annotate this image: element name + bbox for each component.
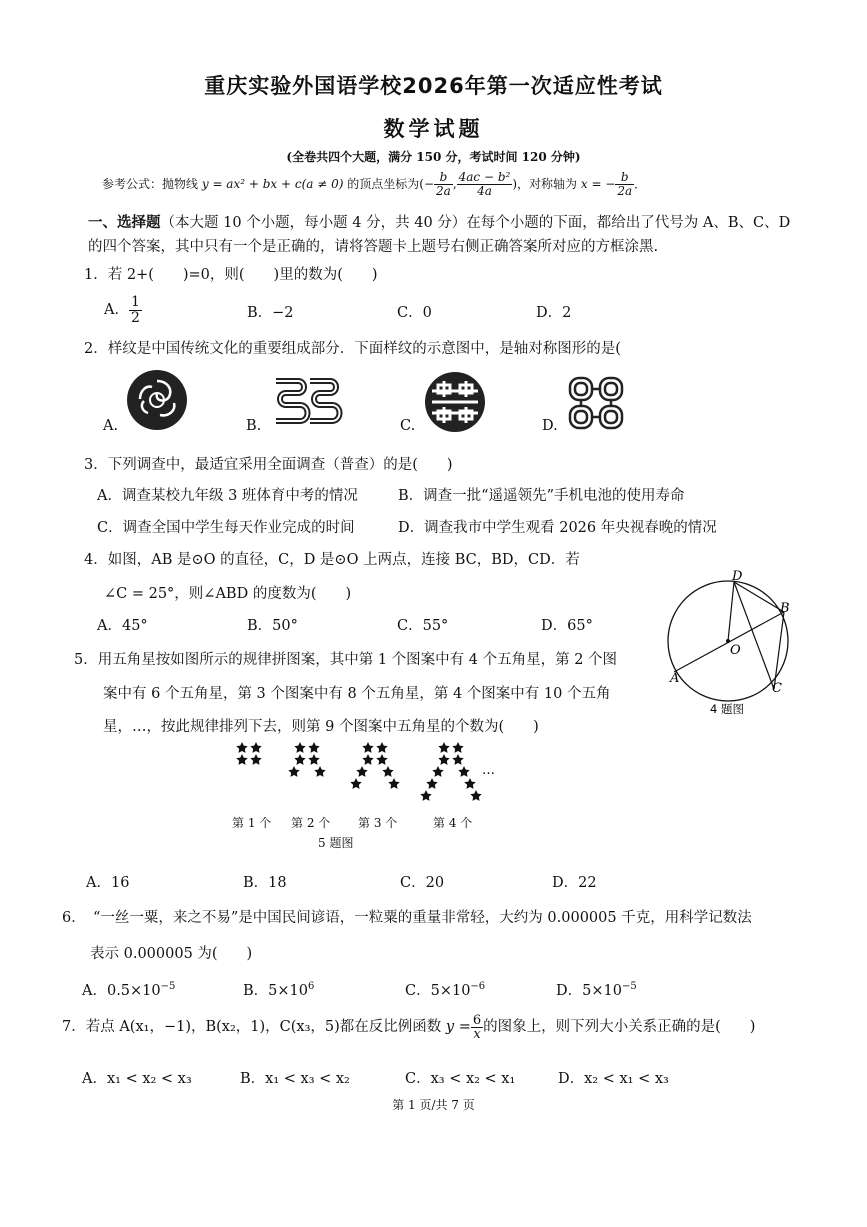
subject-title: 数学试题 (383, 117, 484, 141)
point-c-label: C (772, 681, 782, 696)
q4-circle-figure (660, 568, 800, 718)
pattern-3-label: 第 3 个 (358, 816, 398, 830)
section1-heading: 一、选择题 (88, 214, 161, 231)
section1-line2: 的四个答案，其中只有一个是正确的，请将答题卡上题号右侧正确答案所对应的方框涂黑. (88, 239, 659, 255)
q6-option-c: C．$5\times 10^{-6}$ (405, 981, 486, 999)
q1-option-b: B．−2 (247, 305, 294, 321)
pattern-2-label: 第 2 个 (291, 816, 331, 830)
pattern-ellipsis: … (482, 763, 495, 778)
q3-option-c: C．调查全国中学生每天作业完成的时间 (97, 520, 355, 536)
q1-stem: 1．若 2+( )=0，则( )里的数为( ) (84, 267, 378, 283)
pattern-c-figure (424, 371, 486, 433)
q3-option-d: D．调查我市中学生观看 2026 年央视春晚的情况 (398, 520, 717, 536)
q7-option-d: D．x₂ < x₁ < x₃ (558, 1071, 669, 1087)
q5-figure-caption: 5 题图 (318, 836, 354, 850)
q7-option-a: A．x₁ < x₂ < x₃ (82, 1071, 192, 1087)
q1-option-c: C．0 (397, 305, 432, 321)
q1-option-d: D．2 (536, 305, 572, 321)
section1-instructions: （本大题 10 个小题，每小题 4 分，共 40 分）在每个小题的下面，都给出了代号为 A、B、C、D (160, 215, 791, 231)
q3-option-b: B．调查一批“遥遥领先”手机电池的使用寿命 (398, 488, 685, 504)
q5-option-b: B．18 (243, 875, 287, 891)
q6-line1: 6． “一丝一粟，来之不易”是中国民间谚语，一粒粟的重量非常轻，大约为 0.000005 千克，用科学记数法 (62, 910, 752, 926)
q5-star-patterns-figure (230, 740, 510, 806)
point-b-label: B (780, 601, 790, 616)
q2-option-d: D. (542, 418, 558, 434)
q4-option-d: D．65° (541, 618, 593, 634)
q2-stem: 2．样纹是中国传统文化的重要组成部分．下面样纹的示意图中，是轴对称图形的是( (84, 341, 621, 357)
formula-parabola: y = ax² + bx + c(a ≠ 0) (201, 177, 344, 191)
exam-title: 重庆实验外国语学校2026年第一次适应性考试 (204, 74, 663, 98)
q2-option-c: C. (400, 418, 416, 434)
q5-option-a: A．16 (86, 875, 130, 891)
q7-option-c: C．x₃ < x₂ < x₁ (405, 1071, 516, 1087)
pattern-4-stars (420, 742, 481, 801)
q6-option-b: B．$5\times 10^6$ (243, 981, 315, 999)
pattern-a-figure (126, 369, 188, 431)
pattern-1-label: 第 1 个 (232, 816, 272, 830)
q7-stem: 7．若点 A(x₁，−1)，B(x₂，1)，C(x₃，5)都在反比例函数 y = $\frac{6}{x}$ 的图象上，则下列大小关系正确的是( ) (62, 1012, 756, 1042)
reference-formula: 参考公式：抛物线 y = ax² + bx + c(a ≠ 0) 的顶点坐标为(− $\frac{b}{2a}$ , $\frac{\text{4ac − b²}}{4a}$ )，对称轴为 x = − $\frac{b}{2a}$ ． (102, 170, 647, 198)
pattern-1-stars (236, 742, 261, 765)
q6-line2: 表示 0.000005 为( ) (90, 946, 253, 962)
point-a-label: A (670, 671, 680, 686)
pattern-3-stars (350, 742, 399, 789)
q4-figure-caption: 4 题图 (710, 702, 744, 716)
exam-info: (全卷共四个大题，满分 150 分，考试时间 120 分钟) (286, 150, 581, 164)
q4-stem-line2: ∠C = 25°，则∠ABD 的度数为( ) (104, 586, 352, 602)
pattern-4-label: 第 4 个 (433, 816, 473, 830)
q5-line2: 案中有 6 个五角星，第 3 个图案中有 8 个五角星，第 4 个图案中有 10 个五角 (103, 686, 611, 702)
q5-option-c: C．20 (400, 875, 445, 891)
section1-line1 (88, 211, 790, 232)
q5-line1: 5．用五角星按如图所示的规律拼图案，其中第 1 个图案中有 4 个五角星，第 2 个图 (74, 652, 618, 668)
q3-stem: 3．下列调查中，最适宜采用全面调查（普查）的是( ) (84, 457, 453, 473)
page-number: 第 1 页/共 7 页 (392, 1098, 475, 1112)
q1-option-a: A． $\frac{1}{2}$ (104, 293, 140, 326)
point-o-label: O (730, 643, 741, 658)
point-d-label: D (732, 569, 743, 584)
q2-option-a: A. (103, 418, 119, 434)
q4-option-b: B．50° (247, 618, 298, 634)
pattern-2-stars (288, 742, 325, 777)
q4-option-c: C．55° (397, 618, 449, 634)
q4-stem-line1: 4．如图，AB 是⊙O 的直径，C，D 是⊙O 上两点，连接 BC，BD，CD．若 (84, 552, 580, 568)
q3-option-a: A．调查某校九年级 3 班体育中考的情况 (97, 488, 358, 504)
q5-line3: 星，…，按此规律排列下去，则第 9 个图案中五角星的个数为( ) (103, 719, 539, 735)
q7-option-b: B．x₁ < x₃ < x₂ (240, 1071, 350, 1087)
q4-option-a: A．45° (97, 618, 148, 634)
pattern-d-figure (566, 374, 626, 432)
q5-option-d: D．22 (552, 875, 597, 891)
q6-option-a: A．$0.5\times 10^{-5}$ (82, 981, 176, 999)
q2-option-b: B. (246, 418, 262, 434)
pattern-b-figure (270, 371, 340, 427)
q6-option-d: D．$5\times 10^{-5}$ (556, 981, 637, 999)
